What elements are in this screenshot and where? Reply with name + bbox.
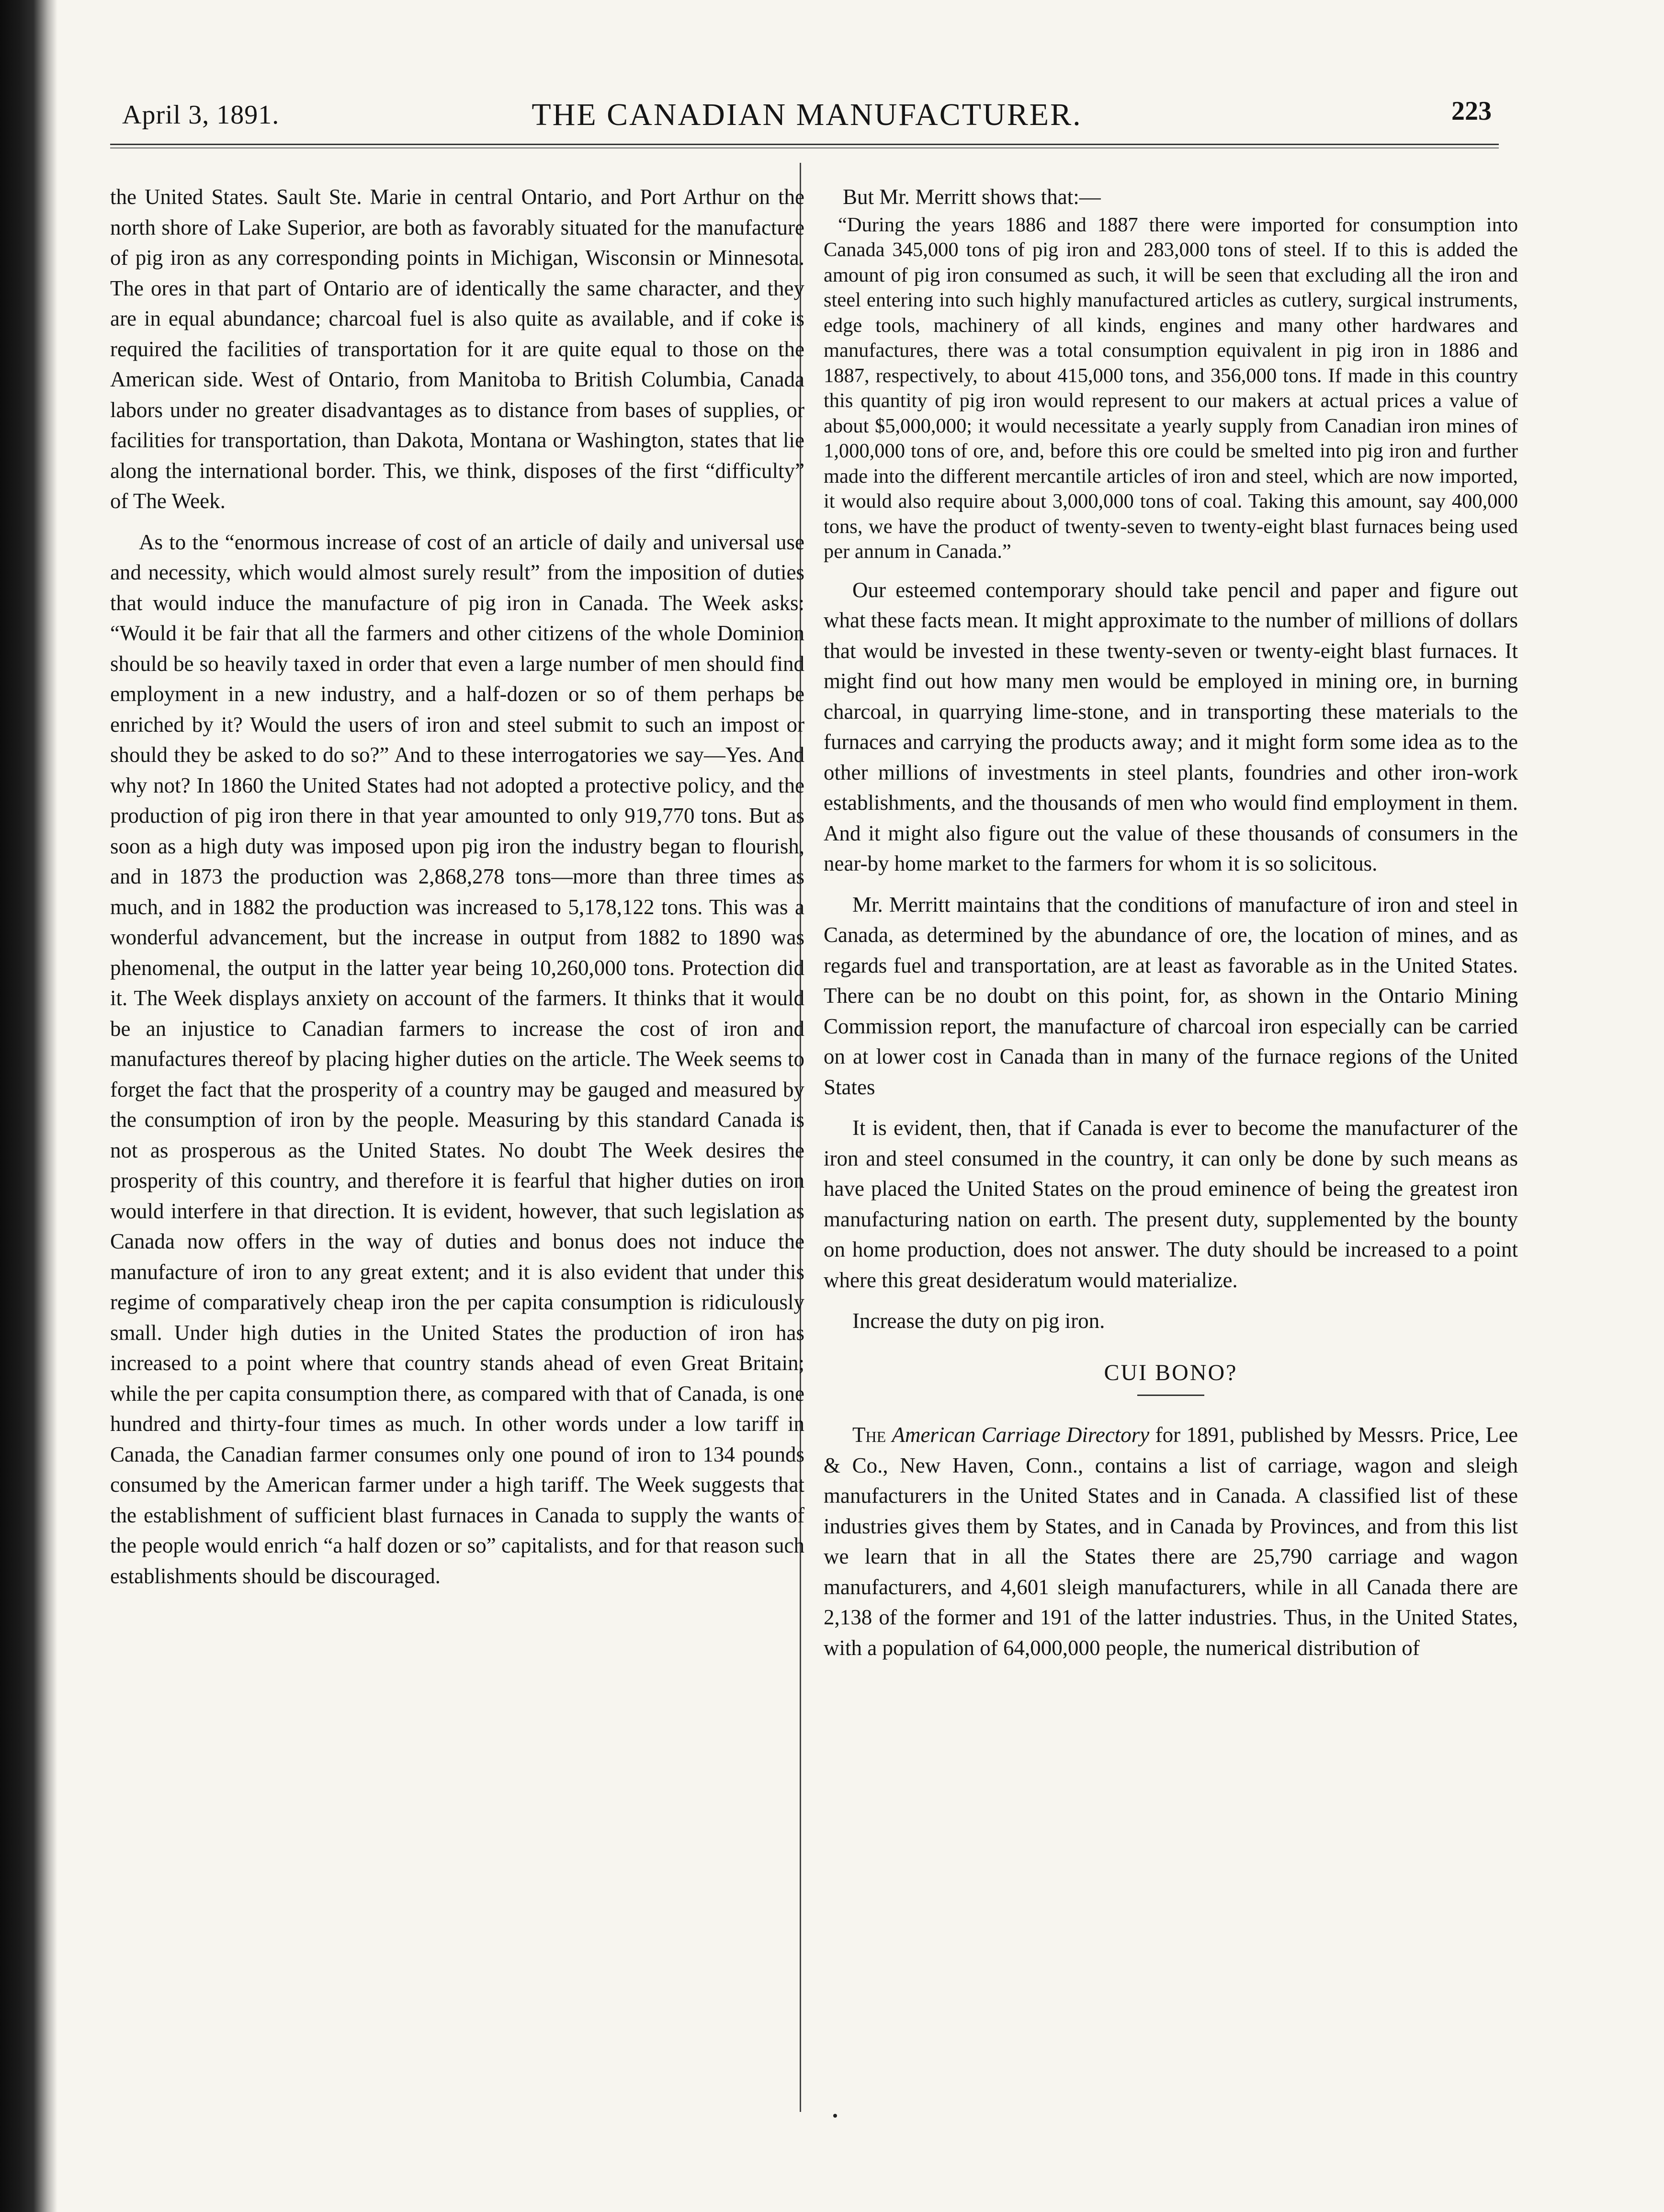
page-mark — [833, 2114, 837, 2118]
right-paragraph-1: Our esteemed contemporary should take pencil and paper and figure out what these facts mean. It might approximate to the number of millions of dollars that would be invested in these twenty-seven or twenty-eight blast furnaces. It might find out how many men would be employed in mining ore, in burning charcoal, in quarrying lime-stone, and in transporting these materials to the furnaces and carrying the products away; and it might form some idea as to the other millions of investments in steel plants, foundries and other iron-work establishments, and the thousands of men who would find employment in them. And it might also figure out the value of these thousands of consumers in the near-by home market to the farmers for whom it is so solicitous. — [824, 578, 1518, 875]
right-paragraph-3: It is evident, then, that if Canada is ever to become the manufacturer of the iron and steel consumed in the country, it can only be done by such means as have placed the United States on the proud eminence of being the greatest iron manufacturing nation on earth. The present duty, supplemented by the bounty on home production, does not answer. The duty should be increased to a point where this great desideratum would materialize. — [824, 1116, 1518, 1292]
merritt-quote: “During the years 1886 and 1887 there were imported for consumption into Canada 345,000 tons of pig iron and 283,000 tons of steel. If to this is added the amount of pig iron consumed as such, it will be seen that excluding all the iron and steel entering into such highly manufactured articles as cutlery, surgical instruments, edge tools, machinery of all kinds, engines and many other hardwares and manufactures, there was a total consumption equivalent in pig iron in 1886 and 1887, respectively, to about 415,000 tons, and 356,000 tons. If made in this country this quantity of pig iron would represent to our makers at actual prices a value of about $5,000,000; it would necessitate a yearly supply from Canadian iron mines of 1,000,000 tons of ore, and, before this ore could be smelted into pig iron and further made into the different mercantile articles of iron and steel, which are now imported, it would also require about 3,000,000 tons of coal. Taking this amount, say 400,000 tons, we have the product of twenty-seven to twenty-eight blast furnaces being used per annum in Canada.” — [824, 213, 1518, 563]
right-paragraph-2: Mr. Merritt maintains that the conditions of manufacture of iron and steel in Canada, as determined by the abundance of ore, the location of mines, and as regards fuel and transportation, are at least as favorable as in the United States. There can be no doubt on this point, for, as shown in the Ontario Mining Commission report, the manufacture of charcoal iron especially can be carried on at lower cost in Canada than in many of the furnace regions of the United States — [824, 892, 1518, 1099]
quote-lead: But Mr. Merritt shows that:— — [843, 185, 1101, 209]
left-paragraph-1: the United States. Sault Ste. Marie in central Ontario, and Port Arthur on the north shore of Lake Superior, are both as favorably situated for the manufacture of pig iron as any corresponding points in Michigan, Wisconsin or Minnesota. The ores in that part of Ontario are of identically the same character, and they are in equal abundance; charcoal fuel is also quite as available, and if coke is required the facilities of transportation for it are quite equal to those on the American side. West of Ontario, from Manitoba to British Columbia, Canada labors under no greater disadvantages as to distance from bases of supplies, or facilities for transportation, than Dakota, Montana or Washington, states that lie along the international border. This, we think, disposes of the first “difficulty” of The Week. — [110, 185, 804, 513]
section-title-rule — [1137, 1395, 1204, 1396]
section-lead-word: The — [852, 1423, 886, 1447]
section-paragraph-text: for 1891, published by Messrs. Price, Lee & Co., New Haven, Conn., contains a list of carriage, wagon and sleigh manufacturers in the United States and in Canada. A classified list of these industries gives them by States, and in Canada by Provinces, and from this list we learn that in all the States there are 25,790 carriage and wagon manufacturers, and 4,601 sleigh manufacturers, while in all Canada there are 2,138 of the former and 191 of the latter industries. Thus, in the United States, with a population of 64,000,000 people, the numerical distribution of — [824, 1423, 1518, 1660]
page-number: 223 — [1451, 96, 1492, 126]
right-column — [824, 182, 1518, 1663]
left-paragraph-2: As to the “enormous increase of cost of an article of daily and universal use and necessity, which would almost surely result” from the imposition of duties that would induce the manufacture of pig iron in Canada. The Week asks: “Would it be fair that all the farmers and other citizens of the whole Dominion should be so heavily taxed in order that even a large number of men should find employment in a new industry, and a half-dozen or so of them perhaps be enriched by it? Would the users of iron and steel submit to such an impost or should they be asked to do so?” And to these interrogatories we say—Yes. And why not? In 1860 the United States had not adopted a protective policy, and the production of pig iron there in that year amounted to only 919,770 tons. But as soon as a high duty was imposed upon pig iron the industry began to flourish, and in 1873 the production was 2,868,278 tons—more than three times as much, and in 1882 the production was increased to 5,178,122 tons. This was a wonderful advancement, but the increase in output from 1882 to 1890 was phenomenal, the output in the latter year being 10,260,000 tons. Protection did it. The Week displays anxiety on account of the farmers. It thinks that it would be an injustice to Canadian farmers to increase the cost of iron and manufactures thereof by placing higher duties on the article. The Week seems to forget the fact that the prosperity of a country may be gauged and measured by the consumption of iron by the people. Measuring by this standard Canada is not as prosperous as the United States. No doubt The Week desires the prosperity of this country, and therefore it is fearful that higher duties on iron would interfere in that direction. It is evident, however, that such legislation as Canada now offers in the way of duties and bonus does not induce the manufacture of iron to any great extent; and it is also evident that under this regime of comparatively cheap iron the per capita consumption is ridiculously small. Under high duties in the United States the production of iron has increased to a point where that country stands ahead of even Great Britain; while the per capita consumption there, as compared with that of Canada, is one hundred and thirty-four times as much. In other words under a low tariff in Canada, the Canadian farmer consumes only one pound of iron to 134 pounds consumed by the American farmer under a high tariff. The Week suggests that the establishment of sufficient blast furnaces in Canada to supply the wants of the people would enrich “a half dozen or so” capitalists, and for that reason such establishments should be discouraged. — [110, 530, 804, 1588]
page-binding-shadow — [0, 0, 57, 2212]
header-rule — [110, 144, 1499, 148]
publication-title: THE CANADIAN MANUFACTURER. — [532, 97, 1082, 132]
right-paragraph-4: Increase the duty on pig iron. — [852, 1309, 1105, 1333]
directory-title: American Carriage Directory — [892, 1423, 1150, 1447]
section-title: CUI BONO? — [1104, 1360, 1238, 1385]
left-column — [110, 182, 804, 1591]
issue-date: April 3, 1891. — [122, 100, 280, 130]
section-paragraph-1 — [824, 1420, 1518, 1663]
